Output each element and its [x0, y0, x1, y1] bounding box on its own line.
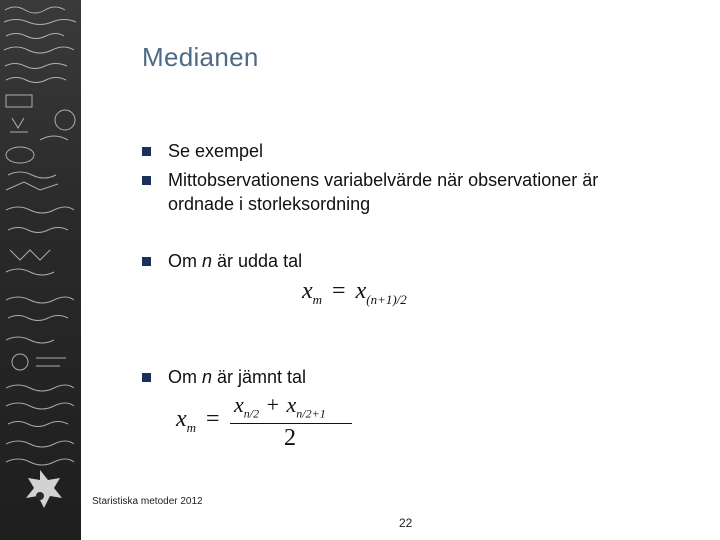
slide-title: Medianen — [142, 42, 259, 72]
numerator-term-a-sub: n/2 — [243, 406, 260, 421]
fraction-bar — [230, 423, 352, 424]
bullet-square — [142, 257, 151, 266]
bullet-square — [142, 147, 151, 156]
footer-course-name: Staristiska metoder 2012 — [92, 496, 203, 507]
formula-numerator — [234, 392, 326, 421]
bullet-square — [142, 373, 151, 382]
bullet-text — [168, 168, 598, 216]
median-formula-odd — [302, 278, 407, 308]
bullet-text-post: är udda tal — [212, 251, 303, 271]
numerator-term-b: x — [286, 392, 297, 417]
bullet-text — [168, 365, 306, 389]
formula-lhs-sub: m — [312, 291, 323, 307]
formula-plus: + — [266, 392, 280, 417]
bullet-text-pre: Om — [168, 367, 202, 387]
variable-n: n — [202, 251, 213, 271]
formula-lhs-sub: m — [186, 419, 197, 435]
bullet-text — [168, 249, 302, 273]
formula-lhs: x — [176, 406, 187, 432]
bullet-text-pre: Om — [168, 251, 202, 271]
formula-lhs: x — [302, 278, 313, 304]
chalkboard-doodles — [0, 0, 81, 540]
page-number: 22 — [399, 516, 413, 530]
bullet-text-line-1: Mittobservationens variabelvärde när observationer är — [168, 170, 599, 190]
numerator-term-a: x — [234, 392, 244, 417]
formula-equals: = — [332, 278, 346, 304]
bullet-square — [142, 176, 151, 185]
formula-rhs: x — [355, 278, 367, 304]
numerator-term-b-sub: n/2+1 — [296, 406, 326, 421]
bullet-text-post: är jämnt tal — [212, 367, 307, 387]
bullet-text-line-2: ordnade i storleksordning — [168, 194, 371, 214]
median-formula-even — [176, 392, 366, 452]
formula-rhs-sub: (n+1)/2 — [366, 291, 407, 307]
bullet-text: Se exempel — [168, 141, 264, 161]
variable-n: n — [202, 367, 213, 387]
formula-equals: = — [206, 406, 220, 432]
formula-denominator: 2 — [284, 425, 296, 451]
